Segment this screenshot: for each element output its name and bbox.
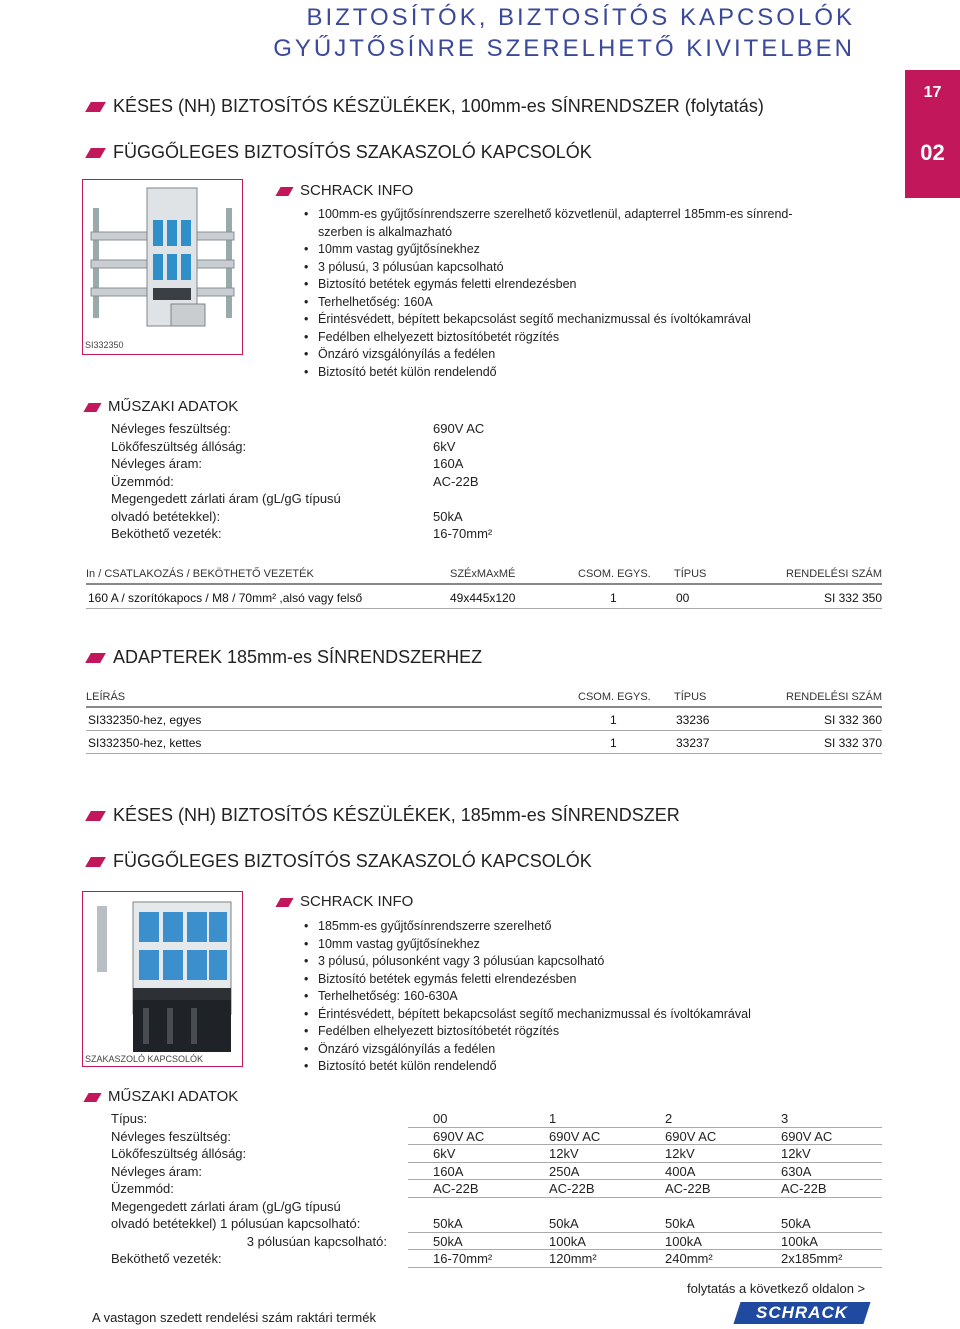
spec-value: 240mm²	[665, 1251, 713, 1266]
spec-value: 12kV	[665, 1146, 695, 1161]
spec-label: Üzemmód:	[111, 1181, 174, 1196]
spec-label: Megengedett zárlati áram (gL/gG típusú	[111, 1198, 341, 1214]
spec-value: 100kA	[549, 1233, 586, 1249]
spec-value: 3	[781, 1111, 789, 1126]
spec-value: 00	[433, 1111, 448, 1126]
image-caption: SZAKASZOLÓ KAPCSOLÓK	[85, 1054, 204, 1064]
stock-note: A vastagon szedett rendelési szám raktári termék	[92, 1310, 376, 1325]
spec-label: Lökőfeszültség állóság:	[111, 1146, 247, 1161]
section1-spec-values	[433, 420, 492, 543]
feature-item: • Biztosító betét külön rendelendő	[303, 364, 823, 382]
feature-item: • Önzáró vizsgálónyílás a fedélen	[303, 1041, 823, 1059]
section1-info-title: SCHRACK INFO	[278, 182, 413, 199]
spec-value: 12kV	[781, 1146, 811, 1161]
feature-item: • 185mm-es gyűjtősínrendszerre szerelhető	[303, 918, 823, 936]
section1-table-header	[86, 565, 882, 585]
logo-text: SCHRACK	[756, 1303, 848, 1322]
product-image-si332350	[82, 179, 243, 355]
section1-spec-labels	[111, 420, 341, 543]
spec-value: 690V AC	[433, 1128, 485, 1144]
feature-item: • Érintésvédett, bépített bekapcsolást segítő mechanizmussal és ívoltókamrával	[303, 1006, 823, 1024]
feature-item: • Fedélben elhelyezett biztosítóbetét rögzítés	[303, 1023, 823, 1041]
section3-heading2: FÜGGŐLEGES BIZTOSÍTÓS SZAKASZOLÓ KAPCSOLÓK	[88, 851, 592, 872]
section3-tech-title: MŰSZAKI ADATOK	[86, 1088, 238, 1105]
spec-value: 50kA	[781, 1216, 811, 1231]
spec-value: 400A	[665, 1163, 696, 1179]
section1-feature-list	[303, 206, 823, 381]
cell-type: 33236	[676, 713, 710, 727]
spec-value: 16-70mm²	[433, 1251, 493, 1266]
spec-value: AC-22B	[433, 1181, 479, 1196]
col-header-pack-unit: CSOM. EGYS.	[578, 568, 651, 580]
cell-order-number: SI 332 360	[823, 713, 882, 727]
spec-row-shortcircuit-1pole	[408, 1215, 882, 1233]
spec-value: 100kA	[781, 1233, 818, 1249]
table-row	[86, 734, 882, 754]
spec-value: 2	[665, 1111, 673, 1126]
spec-label: Típus:	[111, 1111, 148, 1126]
col-header-order-number: RENDELÉSI SZÁM	[786, 568, 882, 580]
spec-label: olvadó betétekkel):	[111, 508, 221, 524]
section3-heading1: KÉSES (NH) BIZTOSÍTÓS KÉSZÜLÉKEK, 185mm-es SÍNRENDSZER	[88, 805, 680, 826]
bullet-icon	[275, 187, 293, 196]
spec-row-blank	[408, 1198, 882, 1216]
table-row	[86, 711, 882, 731]
spec-value: 690V AC	[549, 1128, 601, 1144]
feature-item: • Biztosító betétek egymás feletti elrendezésben	[303, 276, 823, 294]
section3-info-title: SCHRACK INFO	[278, 893, 413, 910]
bullet-icon	[85, 653, 106, 663]
spec-value: 160A	[433, 456, 464, 471]
spec-label: Beköthető vezeték:	[111, 1251, 222, 1266]
spec-value: 6kV	[433, 438, 456, 454]
bullet-icon	[85, 102, 106, 112]
col-header-order-number: RENDELÉSI SZÁM	[786, 691, 882, 703]
spec-value: 50kA	[433, 1216, 463, 1231]
spec-value: AC-22B	[549, 1181, 595, 1196]
spec-label: Megengedett zárlati áram (gL/gG típusú	[111, 491, 341, 506]
spec-value: 50kA	[433, 1233, 463, 1249]
spec-value: AC-22B	[665, 1181, 711, 1196]
spec-value: 630A	[781, 1163, 812, 1179]
spec-row-shortcircuit-3pole	[408, 1233, 882, 1251]
spec-value: 6kV	[433, 1146, 456, 1161]
feature-item: • 100mm-es gyűjtősínrendszerre szerelhető közvetlenül, adapterrel 185mm-es sínrend-szerben is alkalmazható	[303, 206, 823, 241]
section2-table-header	[86, 688, 882, 708]
spec-value: 16-70mm²	[433, 526, 493, 541]
spec-value: 250A	[549, 1163, 580, 1179]
spec-label: olvadó betétekkel) 1 pólusúan kapcsolható:	[111, 1216, 361, 1231]
feature-item: • Biztosító betét külön rendelendő	[303, 1058, 823, 1076]
section3-feature-list	[303, 918, 823, 1076]
spec-row-impulse	[408, 1145, 882, 1163]
cell-pack-unit: 1	[610, 713, 617, 727]
spec-value: AC-22B	[433, 473, 479, 489]
bullet-icon	[275, 898, 293, 907]
cell-type: 00	[676, 591, 690, 605]
page-number: 17	[923, 84, 942, 101]
feature-item: • 3 pólusú, pólusonként vagy 3 pólusúan kapcsolható	[303, 953, 823, 971]
spec-row-voltage	[408, 1128, 882, 1146]
spec-label: Névleges áram:	[111, 1163, 203, 1179]
spec-value: 690V AC	[665, 1128, 717, 1144]
col-header-type: TÍPUS	[674, 691, 707, 703]
spec-value: 160A	[433, 1163, 464, 1179]
section1-heading2: FÜGGŐLEGES BIZTOSÍTÓS SZAKASZOLÓ KAPCSOLÓK	[88, 142, 592, 163]
col-header-pack-unit: CSOM. EGYS.	[578, 691, 651, 703]
cell-dimensions: 49x445x120	[450, 591, 516, 605]
feature-item: • Önzáró vizsgálónyílás a fedélen	[303, 346, 823, 364]
spec-label: Névleges áram:	[111, 456, 203, 471]
spec-label: Névleges feszültség:	[111, 421, 231, 436]
cell-description: SI332350-hez, egyes	[88, 713, 202, 727]
spec-value: 690V AC	[433, 421, 485, 436]
feature-item: • Biztosító betétek egymás feletti elrendezésben	[303, 971, 823, 989]
page-title-line1: BIZTOSÍTÓK, BIZTOSÍTÓS KAPCSOLÓK	[306, 4, 855, 31]
feature-item: • 10mm vastag gyűjtősínekhez	[303, 241, 823, 259]
feature-item: • 3 pólusú, 3 pólusúan kapcsolható	[303, 259, 823, 277]
spec-row-type	[408, 1110, 882, 1128]
chapter-tab	[905, 70, 960, 198]
spec-value: 50kA	[665, 1216, 695, 1231]
spec-label: Beköthető vezeték:	[111, 526, 222, 541]
spec-row-current	[408, 1163, 882, 1181]
bullet-icon	[85, 811, 106, 821]
spec-label: Üzemmód:	[111, 473, 174, 489]
section2-heading: ADAPTEREK 185mm-es SÍNRENDSZERHEZ	[88, 647, 482, 668]
bullet-icon	[85, 148, 106, 158]
col-header-type: TÍPUS	[674, 568, 707, 580]
feature-item: • Fedélben elhelyezett biztosítóbetét rögzítés	[303, 329, 823, 347]
spec-value: 100kA	[665, 1233, 702, 1249]
spec-value	[433, 490, 492, 508]
cell-order-number: SI 332 370	[823, 736, 882, 750]
bullet-icon	[83, 1093, 101, 1102]
feature-item: • 10mm vastag gyűjtősínekhez	[303, 936, 823, 954]
cell-pack-unit: 1	[610, 736, 617, 750]
page-title-line2: GYŰJTŐSÍNRE SZERELHETŐ KIVITELBEN	[273, 35, 855, 62]
section3-spec-labels	[111, 1110, 387, 1268]
feature-item: • Terhelhetőség: 160A	[303, 294, 823, 312]
section1-tech-title: MŰSZAKI ADATOK	[86, 398, 238, 415]
spec-value: 50kA	[549, 1216, 579, 1231]
col-header-connection: In / CSATLAKOZÁS / BEKÖTHETŐ VEZETÉK	[86, 568, 314, 580]
cell-pack-unit: 1	[610, 591, 617, 605]
spec-value: 2x185mm²	[781, 1251, 843, 1266]
cell-description: SI332350-hez, kettes	[88, 736, 202, 750]
spec-label: 3 pólusúan kapcsolható:	[246, 1233, 387, 1249]
feature-item: • Terhelhetőség: 160-630A	[303, 988, 823, 1006]
spec-value: 1	[549, 1111, 557, 1126]
spec-value: 12kV	[549, 1146, 579, 1161]
cell-connection: 160 A / szorítókapocs / M8 / 70mm² ,alsó vagy felső	[88, 591, 363, 605]
schrack-logo	[733, 1302, 870, 1324]
spec-label: Lökőfeszültség állóság:	[111, 438, 247, 454]
col-header-description: LEÍRÁS	[86, 691, 126, 703]
image-caption: SI332350	[85, 340, 124, 350]
bullet-icon	[83, 403, 101, 412]
section3-spec-values	[408, 1110, 882, 1268]
col-header-dimensions: SZÉxMAxMÉ	[450, 568, 516, 580]
switch-disconnector-illustration	[83, 180, 242, 354]
section1-heading1: KÉSES (NH) BIZTOSÍTÓS KÉSZÜLÉKEK, 100mm-es SÍNRENDSZER (folytatás)	[88, 96, 764, 117]
chapter-number: 02	[920, 140, 945, 165]
spec-label: Névleges feszültség:	[111, 1128, 231, 1144]
bullet-icon	[85, 857, 106, 867]
switch-disconnector-group-illustration	[83, 892, 242, 1066]
feature-item: • Érintésvédett, bépített bekapcsolást segítő mechanizmussal és ívoltókamrával	[303, 311, 823, 329]
spec-row-wire	[408, 1250, 882, 1268]
product-image-switch-disconnectors	[82, 891, 243, 1067]
continued-link[interactable]: folytatás a következő oldalon >	[687, 1281, 866, 1296]
table-row	[86, 589, 882, 609]
spec-value: 120mm²	[549, 1251, 597, 1266]
spec-value: AC-22B	[781, 1181, 827, 1196]
cell-type: 33237	[676, 736, 710, 750]
spec-row-mode	[408, 1180, 882, 1198]
cell-order-number: SI 332 350	[823, 591, 882, 605]
spec-value: 690V AC	[781, 1128, 833, 1144]
spec-value: 50kA	[433, 508, 463, 524]
